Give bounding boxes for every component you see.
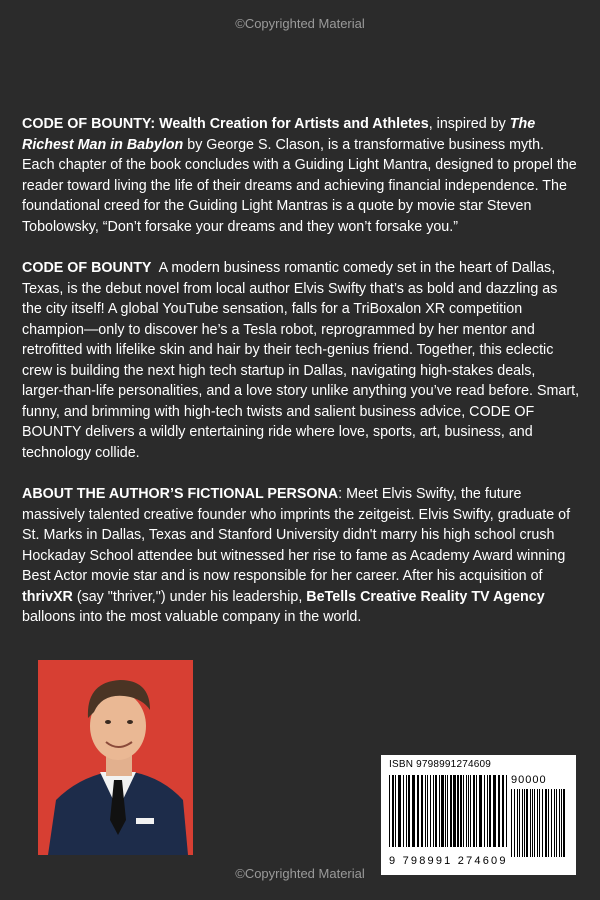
- barcode-bar: [542, 789, 543, 857]
- company-name: thrivXR: [22, 588, 73, 605]
- paragraph-novel-description: [22, 258, 584, 463]
- barcode-bar: [561, 789, 562, 857]
- book-title: CODE OF BOUNTY: Wealth Creation for Artists and Athletes: [22, 116, 429, 132]
- barcode-bar: [532, 789, 533, 857]
- barcode-bar: [463, 775, 464, 847]
- barcode-bar: [511, 789, 512, 857]
- barcode-bar: [537, 789, 538, 857]
- barcode-bar: [530, 789, 531, 857]
- barcode-bar: [484, 775, 485, 847]
- barcode-bar: [453, 775, 456, 847]
- barcode-bar: [476, 775, 477, 847]
- digit-group-2: 274609: [457, 855, 508, 867]
- barcode-bar: [554, 789, 555, 857]
- barcode-bar: [506, 775, 507, 847]
- text-span: , inspired by: [428, 116, 510, 132]
- price-barcode-bars: [511, 789, 569, 857]
- barcode-bar: [389, 775, 390, 847]
- barcode-bar: [403, 775, 404, 847]
- barcode-bar: [556, 789, 557, 857]
- barcode-bar: [392, 775, 394, 847]
- barcode-bar: [445, 775, 446, 847]
- barcode-bars: [389, 775, 509, 847]
- novel-title: CODE OF BOUNTY: [22, 260, 152, 276]
- barcode-bar: [395, 775, 396, 847]
- barcode-bar: [406, 775, 407, 847]
- paragraph-book-description: [22, 114, 580, 237]
- digit-prefix: 9: [389, 855, 398, 867]
- barcode-bar: [489, 775, 491, 847]
- barcode-bar: [545, 789, 547, 857]
- barcode-bar: [517, 789, 518, 857]
- barcode-bar: [479, 775, 482, 847]
- watermark-top: ©Copyrighted Material: [235, 16, 365, 31]
- barcode-bar: [524, 789, 525, 857]
- barcode-bar: [534, 789, 535, 857]
- barcode-bar: [526, 789, 528, 857]
- barcode-bar: [460, 775, 462, 847]
- author-section-title: ABOUT THE AUTHOR’S FICTIONAL PERSONA: [22, 486, 339, 502]
- barcode-bar: [427, 775, 428, 847]
- barcode-bar: [487, 775, 488, 847]
- barcode-bar: [559, 789, 560, 857]
- barcode-bar: [466, 775, 467, 847]
- text-span: by George S. Clason, is a transformative business myth. Each chapter of the book concludes with a Guiding Light Mantra, designed to propel the reader toward living the life of their dreams and achieving financial independence. The foundational creed for the Guiding Light Mantras is a quote by movie star Steven Tobolowsky, “Don’t forsake your dreams and they won’t forsake you.”: [22, 136, 577, 235]
- barcode-bar: [447, 775, 448, 847]
- barcode-bar: [450, 775, 452, 847]
- back-cover-text: [22, 114, 584, 649]
- barcode-bar: [435, 775, 437, 847]
- barcode-bar: [408, 775, 410, 847]
- barcode-bar: [433, 775, 434, 847]
- price-code: 90000: [511, 774, 547, 786]
- barcode-bar: [439, 775, 440, 847]
- barcode-bar: [514, 789, 515, 857]
- barcode-bar: [468, 775, 469, 847]
- barcode-bar: [473, 775, 475, 847]
- text-span: : Meet Elvis Swifty, the future massively talented creative founder who imprints the zeitgeist. Elvis Swifty, graduate of St. Marks in Dallas, Texas and Stanford University didn't marry his high school crush Hockaday School attendee but witnessed her rise to fame as Academy Award winning Best Actor movie star and is now responsible for her career. After his acquisition of: [22, 486, 571, 584]
- agency-name: BeTells Creative Reality TV Agency: [306, 588, 545, 605]
- barcode-bar: [519, 789, 520, 857]
- barcode-bar: [470, 775, 471, 847]
- isbn-label: ISBN 9798991274609: [389, 759, 492, 770]
- barcode-bar: [425, 775, 426, 847]
- barcode-bar: [421, 775, 423, 847]
- author-photo: [38, 660, 193, 855]
- barcode-bar: [548, 789, 549, 857]
- barcode-bar: [551, 789, 552, 857]
- text-span: (say "thriver,") under his leadership,: [72, 588, 307, 605]
- digit-group-1: 798991: [402, 855, 453, 867]
- author-portrait-illustration: [38, 660, 193, 855]
- barcode-bar: [441, 775, 444, 847]
- barcode-bar: [398, 775, 401, 847]
- barcode-bar: [539, 789, 540, 857]
- barcode-bar: [417, 775, 419, 847]
- watermark-bottom: ©Copyrighted Material: [235, 866, 365, 881]
- isbn-barcode: [381, 755, 576, 875]
- text-span: balloons into the most valuable company in the world.: [22, 609, 362, 625]
- barcode-bar: [498, 775, 500, 847]
- barcode-bar: [502, 775, 504, 847]
- paragraph-author-persona: [22, 484, 580, 628]
- barcode-bar: [493, 775, 496, 847]
- barcode-bar: [430, 775, 431, 847]
- barcode-bar: [522, 789, 523, 857]
- text-span: A modern business romantic comedy set in the heart of Dallas, Texas, is the debut novel from local author Elvis Swifty that’s as bold and dazzling as the city itself! A global YouTube sensation, falls for a TriBoxalon XR competition champion—only to discover he’s a Tesla robot, reprogrammed by her mentor and retrofitted with lifelike skin and hair by their tech-genius friend. Together, this eclectic crew is building the next high tech startup in Dallas, navigating high-stakes deals, larger-than-life personalities, and a love story unlike anything you’ve read before. Smart, funny, and brimming with high-tech twists and salient business advice, CODE OF BOUNTY delivers a wildly entertaining ride where love, sports, art, business, and technology collide.: [22, 260, 584, 461]
- barcode-bar: [563, 789, 565, 857]
- inspiration-title: The Richest Man in Babylon: [22, 116, 536, 153]
- barcode-bar: [457, 775, 459, 847]
- barcode-bar: [412, 775, 415, 847]
